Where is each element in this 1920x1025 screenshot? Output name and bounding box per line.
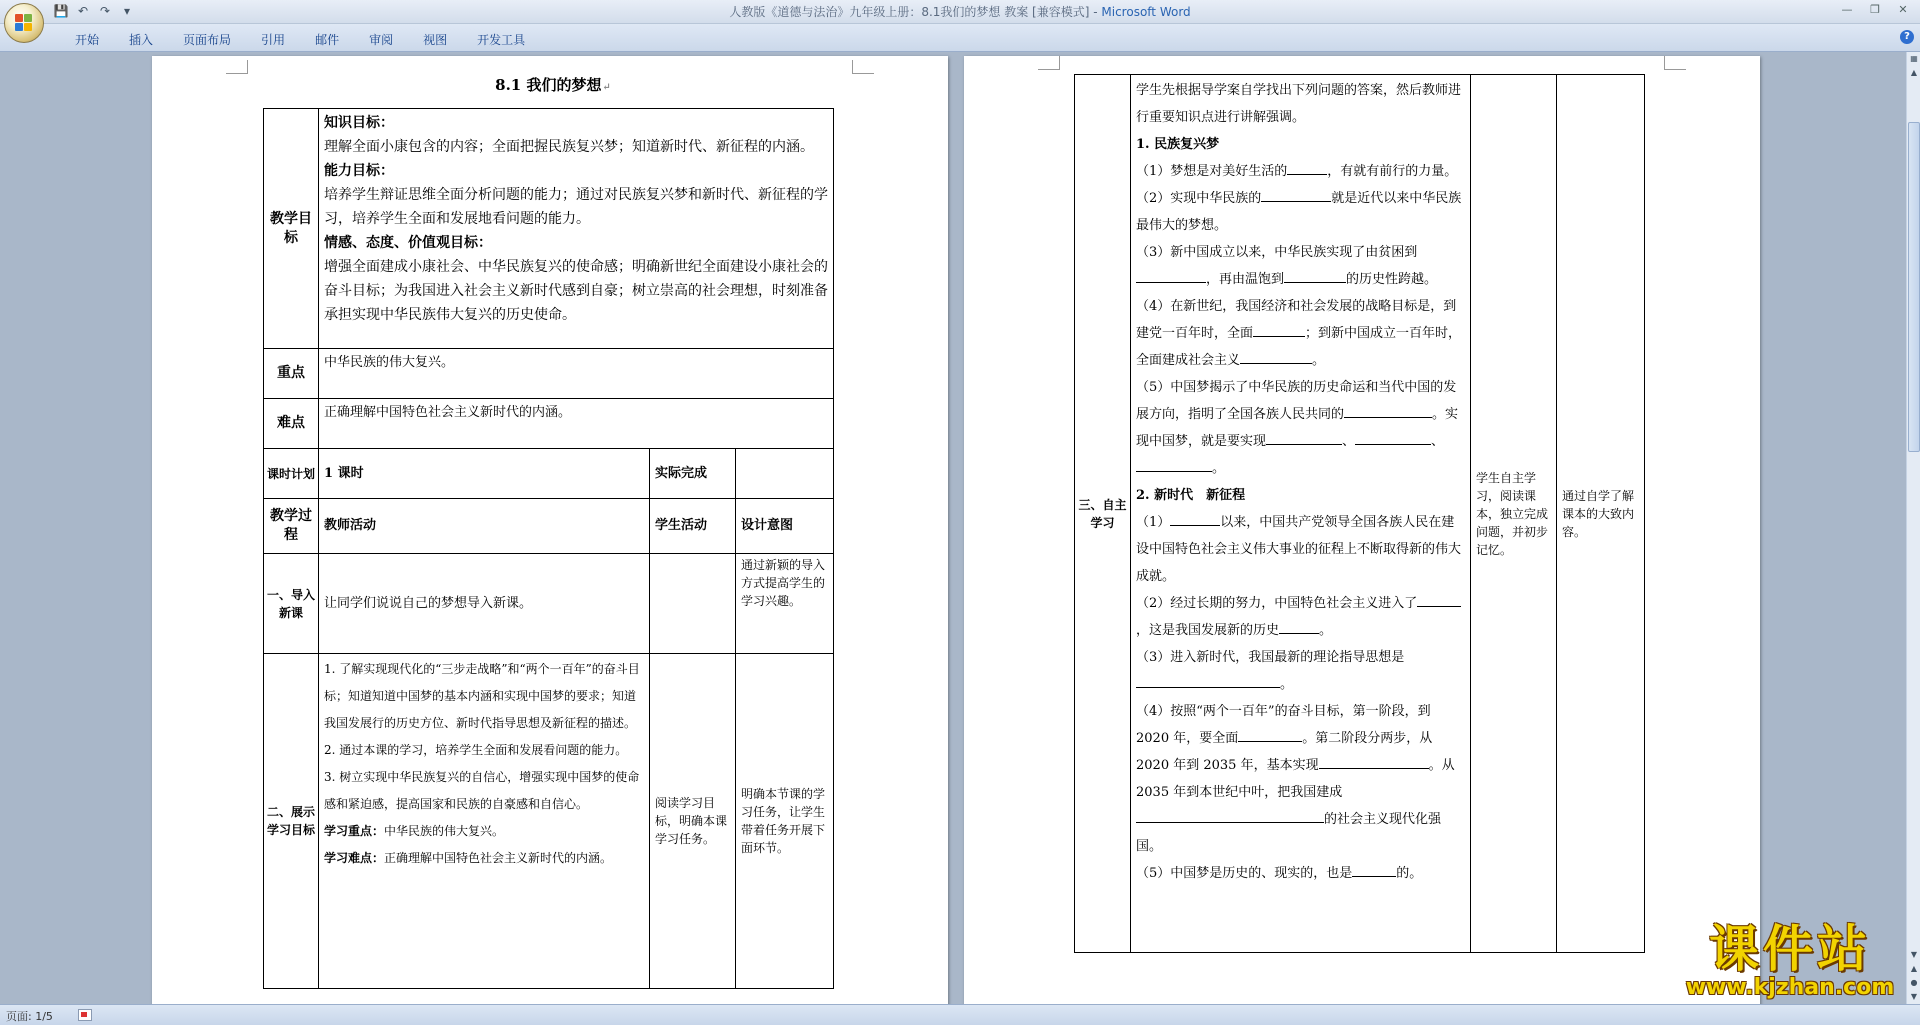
step3-teacher: [1131, 75, 1471, 953]
table-row: [264, 399, 834, 449]
margin-corner-mark: [1038, 56, 1060, 70]
step1-label: 一、导入新课: [264, 554, 319, 654]
knowledge-goal-title: 知识目标：: [324, 115, 394, 131]
focus-text: 中华民族的伟大复兴。: [384, 824, 505, 838]
step3-student: 学生自主学习，阅读课本，独立完成问题，并初步记忆。: [1471, 75, 1557, 953]
undo-icon[interactable]: ↶: [77, 4, 89, 18]
table-row: [264, 554, 834, 654]
question-6: （1） 以来，中国共产党领导全国各族人民在建设中国特色社会主义伟大事业的征程上不断取得新的伟大成就。: [1136, 509, 1465, 590]
next-page-icon[interactable]: ▼: [1910, 992, 1918, 1001]
process-label: 教学过程: [264, 499, 319, 554]
title-bar: [0, 0, 1920, 24]
difficult-point-label: 难点: [264, 399, 319, 449]
question-2: （2）实现中华民族的 就是近代以来中华民族最伟大的梦想。: [1136, 185, 1465, 239]
office-logo-icon: [15, 14, 33, 32]
margin-corner-mark: [852, 60, 874, 74]
question-4: （4）在新世纪，我国经济和社会发展的战略目标是，到建党一百年时，全面 ；到新中国成立一百年时，全面建成社会主义 。: [1136, 299, 1462, 368]
app-name: Microsoft Word: [1101, 5, 1191, 19]
step2-teacher: [319, 654, 650, 989]
lesson-plan-table: [263, 108, 834, 989]
key-point-text: 中华民族的伟大复兴。: [319, 349, 834, 399]
table-row: [1075, 75, 1645, 953]
step3-design: 通过自学了解课本的大致内容。: [1557, 75, 1645, 953]
student-activity-header: 学生活动: [650, 499, 736, 554]
step2-item: 1. 了解实现现代化的“三步走战略”和“两个一百年”的奋斗目标；知道知道中国梦的基本内涵和实现中国梦的要求；知道我国发展行的历史方位、新时代指导思想及新征程的描述。: [324, 662, 640, 730]
question-7: （2）经过长期的努力，中国特色社会主义进入了，这是我国发展新的历史 。: [1136, 590, 1465, 644]
step3-label: 三、自主学习: [1075, 75, 1131, 953]
watermark-logo: [1672, 922, 1908, 1004]
ruler-toggle-icon[interactable]: ▦: [1910, 54, 1918, 63]
emotion-goal-title: 情感、态度、价值观目标：: [324, 235, 492, 251]
emotion-goal-text: 增强全面建成小康社会、中华民族复兴的使命感；明确新世纪全面建设小康社会的奋斗目标；为我国进入社会主义新时代感到自豪；树立崇高的社会理想，时刻准备承担实现中华民族伟大复兴的历史使命。: [324, 259, 828, 323]
goals-cell: [319, 109, 834, 349]
ribbon-tabs: [60, 30, 540, 50]
question-5: （5）中国梦揭示了中华民族的历史命运和当代中国的发展方向，指明了全国各族人民共同的 。实现中国梦，就是要实现 、 、。: [1136, 380, 1459, 476]
step1-design: 通过新颖的导入方式提高学生的学习兴趣。: [736, 554, 834, 654]
goals-label: 教学目标: [264, 109, 319, 349]
tab-review[interactable]: 审阅: [369, 33, 394, 47]
step1-student: [650, 554, 736, 654]
margin-corner-mark: [1664, 56, 1686, 70]
schedule-value: 1 课时: [319, 449, 650, 499]
scroll-down-icon[interactable]: ▼: [1910, 950, 1918, 959]
status-bar: [0, 1004, 1920, 1025]
tab-home[interactable]: 开始: [75, 33, 100, 47]
table-row: [264, 499, 834, 554]
teacher-activity-header: 教师活动: [319, 499, 650, 554]
section1-title: 1. 民族复兴梦: [1136, 137, 1220, 152]
tab-mailings[interactable]: 邮件: [315, 33, 340, 47]
step1-teacher: 让同学们说说自己的梦想导入新课。: [319, 554, 650, 654]
lesson-plan-table-continued: [1074, 74, 1645, 953]
table-row: [264, 449, 834, 499]
page-count[interactable]: 页面: 1/5: [6, 1010, 53, 1023]
key-point-label: 重点: [264, 349, 319, 399]
heading-text: 8.1 我们的梦想: [495, 76, 602, 94]
margin-corner-mark: [226, 60, 248, 74]
tab-developer[interactable]: 开发工具: [477, 33, 526, 47]
step3-intro: 学生先根据导学案自学找出下列问题的答案，然后教师进行重要知识点进行讲解强调。: [1136, 83, 1462, 125]
section2-title: 2. 新时代 新征程: [1136, 488, 1246, 503]
design-intent-header: 设计意图: [736, 499, 834, 554]
table-row: [264, 654, 834, 989]
scroll-up-icon[interactable]: ▲: [1910, 68, 1918, 77]
question-9: （4）按照“两个一百年”的奋斗目标，第一阶段，到 2020 年，要全面 。第二阶段分两步，从 2020 年到 2035 年，基本实现 。从 2035 年到本世纪中叶，把我国建成的社会主义现代化强国。: [1136, 704, 1455, 854]
step2-item: 3. 树立实现中华民族复兴的自信心，增强实现中国梦的使命感和紧迫感，提高国家和民族的自豪感和自信心。: [324, 770, 640, 811]
window-title: 人教版《道德与法治》九年级上册：8.1我们的梦想 教案 [兼容模式] - Microsoft Word: [729, 5, 1191, 19]
close-icon[interactable]: ✕: [1898, 3, 1908, 16]
ability-goal-text: 培养学生辩证思维全面分析问题的能力；通过对民族复兴梦和新时代、新征程的学习，培养学生全面和发展地看问题的能力。: [324, 187, 828, 227]
question-8: （3）进入新时代，我国最新的理论指导思想是。: [1136, 650, 1405, 692]
customize-qat-icon[interactable]: ▾: [123, 4, 131, 18]
step2-design: 明确本节课的学习任务，让学生带着任务开展下面环节。: [736, 654, 834, 989]
step2-label: 二、展示学习目标: [264, 654, 319, 989]
actual-complete-label: 实际完成: [650, 449, 736, 499]
ability-goal-title: 能力目标：: [324, 163, 394, 179]
difficult-point-text: 正确理解中国特色社会主义新时代的内涵。: [319, 399, 834, 449]
step2-student: 阅读学习目标，明确本课学习任务。: [650, 654, 736, 989]
difficult-text: 正确理解中国特色社会主义新时代的内涵。: [384, 851, 613, 865]
select-browse-object-icon[interactable]: ●: [1910, 978, 1918, 987]
save-icon[interactable]: 💾: [53, 4, 69, 18]
help-icon[interactable]: ?: [1900, 30, 1914, 44]
step2-focus: [324, 818, 644, 845]
tab-insert[interactable]: 插入: [129, 33, 154, 47]
step2-item: 2. 通过本课的学习，培养学生全面和发展看问题的能力。: [324, 743, 628, 757]
table-row: [264, 349, 834, 399]
question-10: （5）中国梦是历史的、现实的，也是 的。: [1136, 860, 1465, 887]
table-row: [264, 109, 834, 349]
watermark-url: www.kjzhan.com: [1685, 975, 1895, 1000]
tab-page-layout[interactable]: 页面布局: [183, 33, 232, 47]
difficult-label: 学习难点：: [324, 851, 385, 865]
actual-complete-value: [736, 449, 834, 499]
knowledge-goal-text: 理解全面小康包含的内容；全面把握民族复兴梦；知道新时代、新征程的内涵。: [324, 139, 814, 155]
question-3: （3）新中国成立以来，中华民族实现了由贫困到，再由温饱到 的历史性跨越。: [1136, 245, 1438, 287]
minimize-icon[interactable]: —: [1841, 3, 1853, 16]
office-button[interactable]: [4, 3, 44, 43]
redo-icon[interactable]: ↷: [99, 4, 111, 18]
document-heading: 8.1 我们的梦想↵: [495, 76, 611, 94]
ribbon: [0, 24, 1920, 52]
focus-label: 学习重点：: [324, 824, 385, 838]
question-1: （1）梦想是对美好生活的 ，有就有前行的力量。: [1136, 158, 1465, 185]
document-name: 人教版《道德与法治》九年级上册：8.1我们的梦想 教案 [兼容模式]: [729, 5, 1090, 19]
restore-icon[interactable]: ❐: [1870, 3, 1880, 16]
previous-page-icon[interactable]: ▲: [1910, 964, 1918, 973]
watermark-title: 课件站: [1709, 920, 1871, 978]
tab-view[interactable]: 视图: [423, 33, 448, 47]
vertical-scrollbar[interactable]: [1906, 52, 1920, 1004]
tab-references[interactable]: 引用: [261, 33, 286, 47]
proofing-icon[interactable]: [78, 1009, 92, 1021]
step2-difficult: [324, 845, 644, 872]
schedule-label: 课时计划: [264, 449, 319, 499]
scrollbar-thumb[interactable]: [1908, 122, 1920, 452]
window-controls: [1834, 1, 1916, 19]
